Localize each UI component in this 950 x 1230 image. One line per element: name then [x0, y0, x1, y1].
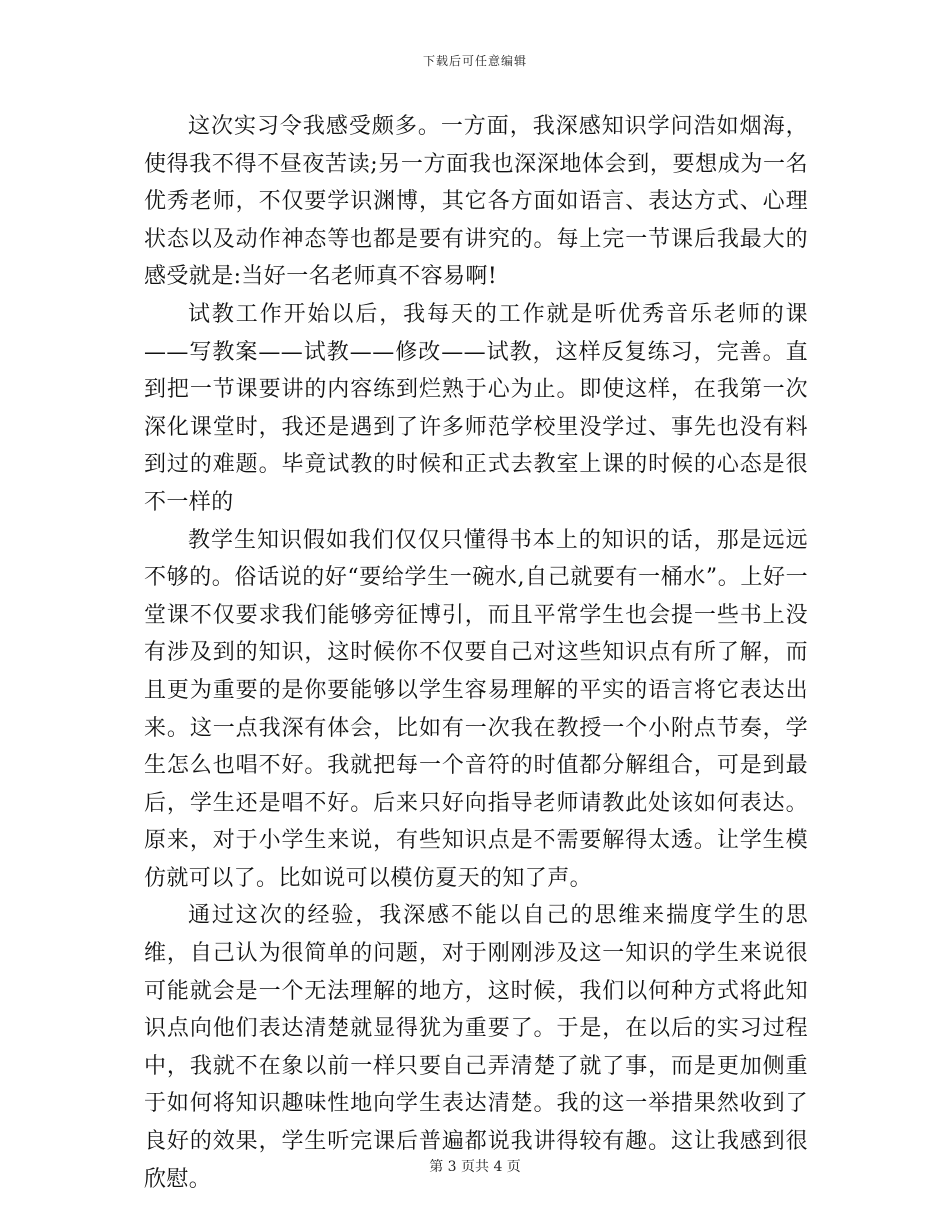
paragraph-4: 通过这次的经验，我深感不能以自己的思维来揣度学生的思维，自己认为很简单的问题，对于刚刚涉及这一知识的学生来说很可能就会是一个无法理解的地方，这时候，我们以何种方式将此知识点向他们表达清楚就显得犹为重要了。于是，在以后的实习过程中，我就不在象以前一样只要自己弄清楚了就了事，而是更加侧重于如何将知识趣味性地向学生表达清楚。我的这一举措果然收到了良好的效果，学生听完课后普遍都说我讲得较有趣。这让我感到很欣慰。	[144, 903, 808, 1192]
document-body	[144, 108, 808, 1198]
paragraph-1: 这次实习令我感受颇多。一方面，我深感知识学问浩如烟海，使得我不得不昼夜苦读;另一方面我也深深地体会到，要想成为一名优秀老师，不仅要学识渊博，其它各方面如语言、表达方式、心理状态以及动作神态等也都是要有讲究的。每上完一节课后我最大的感受就是:当好一名老师真不容易啊!	[144, 114, 808, 290]
paragraph-3: 教学生知识假如我们仅仅只懂得书本上的知识的话，那是远远不够的。俗话说的好“要给学生一碗水,自己就要有一桶水”。上好一堂课不仅要求我们能够旁征博引，而且平常学生也会提一些书上没有涉及到的知识，这时候你不仅要自己对这些知识点有所了解，而且更为重要的是你要能够以学生容易理解的平实的语言将它表达出来。这一点我深有体会，比如有一次我在教授一个小附点节奏，学生怎么也唱不好。我就把每一个音符的时值都分解组合，可是到最后，学生还是唱不好。后来只好向指导老师请教此处该如何表达。原来，对于小学生来说，有些知识点是不需要解得太透。让学生模仿就可以了。比如说可以模仿夏天的知了声。	[144, 527, 808, 891]
page-header: 下载后可任意编辑	[422, 54, 527, 68]
page-number-footer: 第 3 页共 4 页	[429, 1159, 521, 1175]
paragraph-2: 试教工作开始以后，我每天的工作就是听优秀音乐老师的课——写教案——试教——修改——试教，这样反复练习，完善。直到把一节课要讲的内容练到烂熟于心为止。即使这样，在我第一次深化课堂时，我还是遇到了许多师范学校里没学过、事先也没有料到过的难题。毕竟试教的时候和正式去教室上课的时候的心态是很不一样的	[144, 301, 808, 515]
